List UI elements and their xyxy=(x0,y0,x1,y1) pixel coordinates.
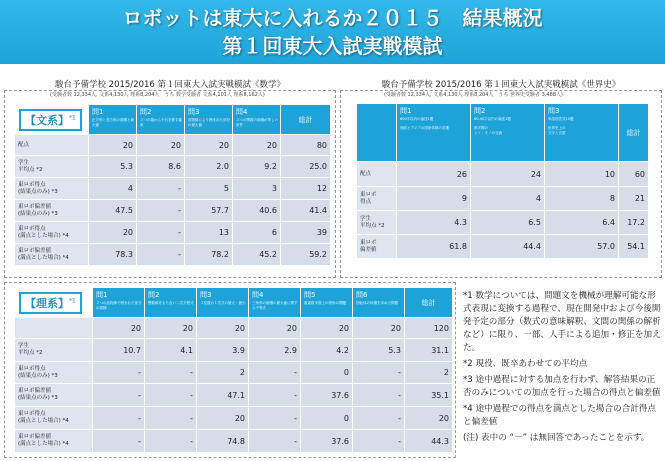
bunkei-cell: 20 xyxy=(89,135,137,156)
bunkei-cell: 40.6 xyxy=(233,200,281,222)
world-q3-header: 問3 単語回答式10題 世界史上の 文字と言語 xyxy=(545,104,619,162)
bunkei-cell: - xyxy=(137,244,185,266)
rikei-cell: 37.6 xyxy=(301,384,353,407)
rikei-cell: 0 xyxy=(301,362,353,384)
rikei-q4-header: 問4 三角形の面積の最大値に関する不等式 xyxy=(249,288,301,318)
world-cell: 17.2 xyxy=(619,211,649,235)
bunkei-cell: 78.2 xyxy=(185,244,233,266)
rikei-label-cell xyxy=(15,288,93,318)
bunkei-table xyxy=(14,104,331,266)
rikei-total-header: 総計 xyxy=(405,288,453,318)
rikei-row xyxy=(15,339,453,362)
rikei-cell: - xyxy=(93,362,145,384)
world-panel-title: 駿台予備学校 2015/2016 第１回東大入試実戦模試《世界史》 xyxy=(381,80,621,90)
bunkei-label: 【文系】$^{*1}$ xyxy=(19,109,82,131)
world-cell: 10 xyxy=(545,162,619,187)
rikei-cell: 5.3 xyxy=(353,339,405,362)
rikei-row-label xyxy=(15,318,93,339)
rikei-cell: - xyxy=(249,384,301,407)
rikei-cell: 20 xyxy=(93,318,145,339)
rikei-row xyxy=(15,430,453,453)
rikei-cell: 10.7 xyxy=(93,339,145,362)
rikei-cell: 47.1 xyxy=(197,384,249,407)
world-cell: 6.4 xyxy=(545,211,619,235)
rikei-q3-header: 問3 ３変数の１次式の最大・最小 xyxy=(197,288,249,318)
bunkei-cell: 39 xyxy=(281,222,331,244)
note-5: (注) 表中の “－” は無回答であったことを示す。 xyxy=(463,433,650,443)
rikei-cell: 20 xyxy=(301,318,353,339)
bunkei-row xyxy=(15,156,331,178)
bunkei-label-cell xyxy=(15,105,89,135)
rikei-cell: 37.6 xyxy=(301,430,353,453)
bunkei-row xyxy=(15,135,331,156)
rikei-row-label: 東ロボ偏差値 (結果点のみ) *3 xyxy=(15,384,93,407)
rikei-row xyxy=(15,407,453,430)
bunkei-row xyxy=(15,244,331,266)
world-table xyxy=(356,103,649,259)
world-cell: 60 xyxy=(619,162,649,187)
world-q2-header: 問2 60-90字以内の論述1題 都市間の ヒト・モノの交流 xyxy=(471,104,545,162)
rikei-cell: - xyxy=(353,407,405,430)
bunkei-cell: 78.3 xyxy=(89,244,137,266)
world-row-label: 配点 xyxy=(357,162,397,187)
rikei-row-label: 東ロボ得点 (結果点のみ) *3 xyxy=(15,362,93,384)
rikei-cell: - xyxy=(145,362,197,384)
world-panel-subtitle: (受験者数 12,334人, 文系4,130人 理系8,204人 うち 世界史受験者 3,488人) xyxy=(384,92,563,98)
world-cell: 26 xyxy=(397,162,471,187)
world-total-header: 総計 xyxy=(619,104,649,162)
bunkei-row-label: 東ロボ得点 (満点とした場合) *4 xyxy=(15,222,89,244)
rikei-cell: 2 xyxy=(405,362,453,384)
bunkei-row-label: 東ロボ得点 (結果点のみ) *3 xyxy=(15,178,89,200)
world-cell: 6.5 xyxy=(471,211,545,235)
rikei-cell: 20 xyxy=(197,407,249,430)
world-row-label: 東ロボ 得点 xyxy=(357,187,397,211)
world-row xyxy=(357,187,649,211)
rikei-cell: 3.9 xyxy=(197,339,249,362)
world-cell: 54.1 xyxy=(619,235,649,259)
page-header xyxy=(0,0,665,64)
bunkei-cell: 20 xyxy=(89,222,137,244)
bunkei-cell: 5.3 xyxy=(89,156,137,178)
bunkei-cell: 20 xyxy=(233,135,281,156)
world-q1-header: 問1 600字以内の論述1題 西欧とアジアの国家体制の変遷 xyxy=(397,104,471,162)
bunkei-cell: - xyxy=(137,178,185,200)
world-cell: 21 xyxy=(619,187,649,211)
bunkei-cell: 2.0 xyxy=(185,156,233,178)
rikei-cell: - xyxy=(145,407,197,430)
rikei-cell: - xyxy=(145,430,197,453)
world-cell: 9 xyxy=(397,187,471,211)
rikei-cell: 0 xyxy=(301,407,353,430)
bunkei-cell: 8.6 xyxy=(137,156,185,178)
world-cell: 61.8 xyxy=(397,235,471,259)
rikei-cell: 20 xyxy=(145,318,197,339)
world-row xyxy=(357,211,649,235)
bunkei-row xyxy=(15,222,331,244)
title-line-2: 第１回東大入試実戦模試 xyxy=(222,34,443,58)
rikei-cell: 2 xyxy=(197,362,249,384)
note-3: *3 途中過程に対する加点を行わず、解答結果の正否のみについての加点を行った場合の得点と偏差値 xyxy=(463,375,661,398)
rikei-cell: - xyxy=(249,407,301,430)
bunkei-total-header: 総計 xyxy=(281,105,331,135)
bunkei-cell: 3 xyxy=(233,178,281,200)
footnotes xyxy=(463,290,663,448)
note-2: *2 現役、既卒あわせての平均点 xyxy=(463,359,588,369)
bunkei-row xyxy=(15,178,331,200)
bunkei-cell: 20 xyxy=(137,135,185,156)
world-row xyxy=(357,235,649,259)
rikei-cell: - xyxy=(249,362,301,384)
rikei-cell: 44.3 xyxy=(405,430,453,453)
bunkei-cell: 9.2 xyxy=(233,156,281,178)
bunkei-cell: 57.7 xyxy=(185,200,233,222)
bunkei-cell: 20 xyxy=(185,135,233,156)
note-4: *4 途中過程での得点を満点とした場合の合計得点と偏差値 xyxy=(463,404,656,427)
rikei-cell: 120 xyxy=(405,318,453,339)
world-cell: 8 xyxy=(545,187,619,211)
bunkei-cell: 59.2 xyxy=(281,244,331,266)
bunkei-cell: 45.2 xyxy=(233,244,281,266)
bunkei-row-label: 東ロボ偏差値 (満点とした場合) *4 xyxy=(15,244,89,266)
rikei-label: 【理系】$^{*1}$ xyxy=(19,292,82,314)
rikei-q2-header: 問2 整数解をもたない二次方程式 xyxy=(145,288,197,318)
rikei-cell: 20 xyxy=(405,407,453,430)
math-panel-subtitle: (受験者数 12,334人, 文系4,130人 理系8,204人 うち 数学受験者 文系4,101人 理系8,162人) xyxy=(50,92,265,98)
bunkei-row-label: 学生 平均点 *2 xyxy=(15,156,89,178)
world-row xyxy=(357,162,649,187)
rikei-cell: - xyxy=(93,430,145,453)
world-cell: 44.4 xyxy=(471,235,545,259)
rikei-q6-header: 問6 回転体の体積を求める問題 xyxy=(353,288,405,318)
rikei-cell: 4.2 xyxy=(301,339,353,362)
bunkei-cell: 47.5 xyxy=(89,200,137,222)
bunkei-row xyxy=(15,200,331,222)
world-cell: 24 xyxy=(471,162,545,187)
bunkei-q2-header: 問2 ２つの箱から小石を移す確率 xyxy=(137,105,185,135)
note-1: *1 数学については、問題文を機械が理解可能な形式表現に変換する過程で、現在開発中および今後開発予定の部分（数式の意味解釈、文間の関係の解析など）に限り、一部、人手による追加・修正を加えた。 xyxy=(463,291,661,353)
rikei-row-label: 学生 平均点 *2 xyxy=(15,339,93,362)
bunkei-cell: 12 xyxy=(281,178,331,200)
world-row-label: 学生 平均点 *2 xyxy=(357,211,397,235)
world-cell: 57.0 xyxy=(545,235,619,259)
bunkei-cell: 4 xyxy=(89,178,137,200)
rikei-cell: 74.8 xyxy=(197,430,249,453)
rikei-row xyxy=(15,384,453,407)
world-cell: 4 xyxy=(471,187,545,211)
rikei-row xyxy=(15,318,453,339)
bunkei-cell: - xyxy=(137,200,185,222)
bunkei-q4-header: 問4 ２つの関数の面積が等しい条件 xyxy=(233,105,281,135)
bunkei-row-label: 東ロボ偏差値 (結果点のみ) *3 xyxy=(15,200,89,222)
rikei-cell: 20 xyxy=(197,318,249,339)
bunkei-q3-header: 問3 放物線により囲まれた部分の最大値 xyxy=(185,105,233,135)
bunkei-cell: 6 xyxy=(233,222,281,244)
rikei-cell: 20 xyxy=(353,318,405,339)
rikei-cell: 35.1 xyxy=(405,384,453,407)
world-row-label: 東ロボ 偏差値 xyxy=(357,235,397,259)
rikei-row-label: 東ロボ得点 (満点とした場合) *4 xyxy=(15,407,93,430)
rikei-cell: 2.9 xyxy=(249,339,301,362)
bunkei-row-label: 配点 xyxy=(15,135,89,156)
rikei-cell: - xyxy=(353,362,405,384)
rikei-q1-header: 問1 ２つの放物線で囲まれた部分の面積 xyxy=(93,288,145,318)
rikei-cell: 20 xyxy=(249,318,301,339)
bunkei-cell: 13 xyxy=(185,222,233,244)
rikei-cell: - xyxy=(145,384,197,407)
rikei-row xyxy=(15,362,453,384)
bunkei-cell: 80 xyxy=(281,135,331,156)
bunkei-q1-header: 問1 正方形と長方形の面積と最大値 xyxy=(89,105,137,135)
rikei-q5-header: 問5 複素数平面上の図形の問題 xyxy=(301,288,353,318)
rikei-cell: - xyxy=(249,430,301,453)
bunkei-cell: 5 xyxy=(185,178,233,200)
rikei-table xyxy=(14,287,453,453)
rikei-cell: 4.1 xyxy=(145,339,197,362)
rikei-cell: 31.1 xyxy=(405,339,453,362)
rikei-cell: - xyxy=(93,384,145,407)
math-panel-title: 駿台予備学校 2015/2016 第１回東大入試実戦模試《数学》 xyxy=(54,80,286,90)
bunkei-cell: 41.4 xyxy=(281,200,331,222)
world-cell: 4.3 xyxy=(397,211,471,235)
rikei-cell: - xyxy=(353,384,405,407)
title-line-1: ロボットは東大に入れるか２０１５ 結果概況 xyxy=(122,6,543,30)
rikei-cell: - xyxy=(93,407,145,430)
bunkei-cell: - xyxy=(137,222,185,244)
rikei-cell: - xyxy=(353,430,405,453)
rikei-row-label: 東ロボ偏差値 (満点とした場合) *4 xyxy=(15,430,93,453)
bunkei-cell: 25.0 xyxy=(281,156,331,178)
world-corner xyxy=(357,104,397,162)
